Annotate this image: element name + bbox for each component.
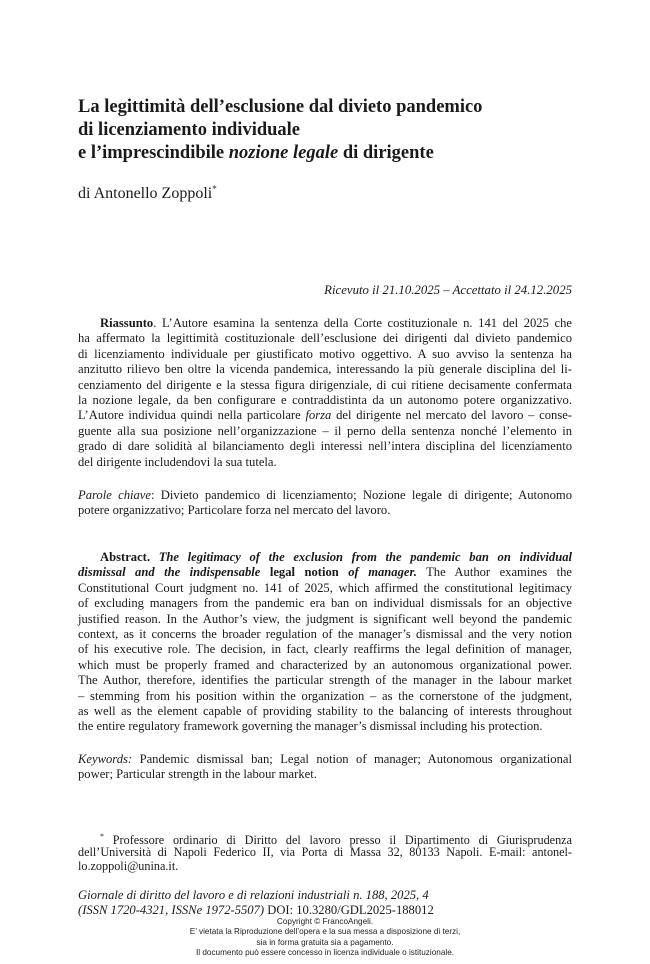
riassunto-label: Riassunto — [100, 316, 154, 330]
keywords-line — [78, 752, 572, 767]
abstract-line: of excluding managers from the pandemic era ban on individual dismissals for an objective — [78, 596, 572, 611]
riassunto-paragraph — [78, 316, 572, 470]
parole-chiave-line: potere organizzativo; Particolare forza nel mercato del lavoro. — [78, 503, 391, 518]
footnote-text: Professore ordinario di Diritto del lavoro presso il Dipartimento di Giurisprudenza — [104, 833, 572, 848]
title-line-3-end: di dirigente — [338, 143, 434, 163]
author-footnote-mark: * — [212, 184, 217, 194]
footnote-line — [78, 830, 572, 848]
abstract-title-part: The legitimacy of the exclusion from the pandemic ban on individual — [158, 550, 572, 564]
abstract-line — [78, 550, 572, 565]
riassunto-line: grado di dare solidità al bilanciamento degli interessi nell’intera disciplina del licenziamento — [78, 439, 572, 454]
riassunto-line: la nozione legale, da ben configurare e contraddistinta da un autonomo potere organizzativo. — [78, 392, 572, 407]
riassunto-line: di licenziamento individuale per giustificato motivo oggettivo. A suo avviso la sentenza ha — [78, 346, 572, 361]
title-line-3-start: e l’imprescindibile — [78, 143, 229, 163]
parole-chiave-line — [78, 488, 572, 503]
footnote-line: lo.zoppoli@unina.it. — [78, 859, 179, 874]
abstract-line: the entire regulatory framework governing the manager’s dismissal including his protection. — [78, 719, 543, 734]
title-line-2: di licenziamento individuale — [78, 120, 301, 140]
riassunto-line: anzitutto rilievo ben oltre la vicenda pandemica, interessando la più generale disciplina del li- — [78, 362, 572, 377]
received-accepted-dates: Ricevuto il 21.10.2025 – Accettato il 24.12.2025 — [324, 283, 572, 297]
abstract-line: Constitutional Court judgment no. 141 of 2025, which affirmed the constitutional legitimacy — [78, 580, 572, 595]
abstract-line: which must be properly framed and characterized by an autonomous organizational power. — [78, 657, 572, 672]
parole-chiave-paragraph — [78, 488, 572, 519]
journal-doi: DOI: 10.3280/GDL2025-188012 — [267, 902, 434, 917]
abstract-line: context, as it concerns the broader regulation of the manager’s dismissal and the very notion — [78, 626, 572, 641]
footnote-mark: * — [100, 832, 104, 841]
keywords-label: Keywords: — [78, 752, 133, 766]
riassunto-line: del dirigente includendovi la sua tutela. — [78, 454, 277, 469]
keywords-line: power; Particular strength in the labour market. — [78, 767, 317, 782]
title-italic-phrase: nozione legale — [228, 143, 339, 163]
riassunto-text: del dirigente nel mercato del lavoro – conse- — [331, 408, 573, 423]
abstract-line — [78, 565, 572, 580]
riassunto-line: cenziamento del dirigente e la stessa figura dirigenziale, di cui ritiene decisamente confermata — [78, 377, 572, 392]
abstract-line: justified reason. In the Author’s view, the judgment is significant well beyond the pandemic — [78, 611, 572, 626]
riassunto-text: . L’Autore esamina la sentenza della Corte costituzionale n. 141 del 2025 che — [153, 316, 572, 330]
author-byline — [78, 184, 217, 203]
abstract-title-part: of manager. — [348, 565, 417, 580]
parole-chiave-text: : Divieto pandemico di licenziamento; Nozione legale di dirigente; Autonomo — [150, 488, 572, 502]
keywords-paragraph — [78, 752, 572, 783]
abstract-title-part: dismissal and the indispensable — [78, 565, 261, 580]
journal-line — [78, 903, 434, 918]
footnote-line: dell’Università di Napoli Federico II, via Porta di Massa 32, 80133 Napoli. E-mail: antonel- — [78, 844, 572, 859]
author-name: di Antonello Zoppoli — [78, 185, 213, 202]
abstract-title-part: legal notion — [269, 565, 339, 580]
copyright-notice — [0, 917, 650, 959]
copyright-line: E’ vietata la Riproduzione dell’opera e la sua messa a disposizione di terzi, — [189, 927, 461, 937]
copyright-line: Copyright © FrancoAngeli. — [276, 917, 374, 926]
abstract-text: The Author examines the — [416, 565, 572, 580]
abstract-paragraph — [78, 550, 572, 735]
title-line-1: La legittimità dell’esclusione dal divieto pandemico — [78, 97, 483, 117]
author-footnote — [78, 830, 572, 874]
journal-line: Giornale di diritto del lavoro e di relazioni industriali n. 188, 2025, 4 — [78, 888, 429, 902]
journal-citation — [78, 888, 434, 918]
abstract-line: of his executive role. The decision, in fact, clearly reaffirms the legal definition of manager, — [78, 642, 572, 657]
riassunto-italic-word: forza — [305, 408, 332, 423]
article-title — [78, 96, 578, 165]
abstract-line: as well as the element capable of providing stability to the balancing of interests throughout — [78, 703, 572, 718]
abstract-label: Abstract. — [100, 550, 151, 564]
copyright-line: Il documento può essere concesso in licenza individuale o istituzionale. — [195, 948, 455, 958]
journal-issn: (ISSN 1720-4321, ISSNe 1972-5507) — [78, 902, 268, 917]
title-line-3 — [78, 142, 578, 165]
copyright-line: sia in forma gratuita sia a pagamento. — [256, 937, 394, 947]
abstract-line: – stemming from his position within the organization – as the cornerstone of the judgment, — [78, 688, 572, 703]
parole-chiave-label: Parole chiave — [78, 488, 151, 502]
riassunto-line — [78, 316, 572, 331]
keywords-text: Pandemic dismissal ban; Legal notion of manager; Autonomous organizational — [132, 752, 572, 766]
riassunto-line — [78, 408, 572, 423]
riassunto-text: L’Autore individua quindi nella particolare — [78, 408, 306, 423]
riassunto-line: ha affermato la legittimità costituzionale dell’esclusione dei dirigenti dal divieto pandemico — [78, 331, 572, 346]
riassunto-line: guente alla sua posizione nell’organizzazione – il perno della sentenza nonché l’elemento in — [78, 423, 572, 438]
abstract-line: The Author, therefore, identifies the particular strength of the manager in the labour market — [78, 673, 572, 688]
